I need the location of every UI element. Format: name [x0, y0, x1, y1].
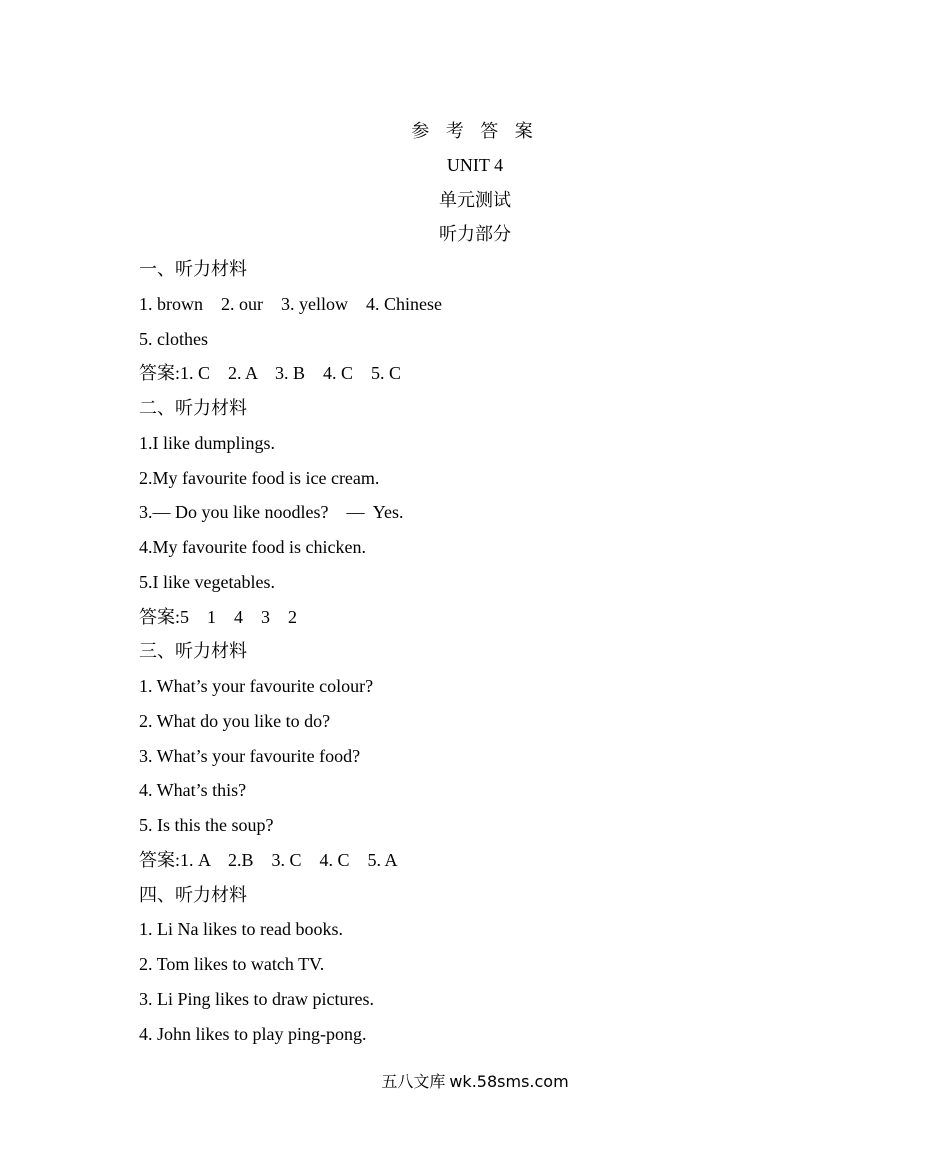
answer-key-title: 参 考 答 案 [411, 121, 539, 141]
section-3-question-3: 3. What’s your favourite food? [139, 745, 361, 766]
section-heading: 单元测试 [439, 190, 511, 210]
section-4-sentence-3: 3. Li Ping likes to draw pictures. [139, 988, 374, 1009]
section-3-question-1: 1. What’s your favourite colour? [139, 676, 374, 696]
section-3-question-4: 4. What’s this? [139, 780, 247, 801]
section-4-sentence-2: 2. Tom likes to watch TV. [139, 954, 325, 974]
section-2-sentence-2: 2.My favourite food is ice cream. [139, 467, 380, 488]
section-1-words-line-2: 5. clothes [139, 328, 208, 349]
section-2-sentence-1: 1.I like dumplings. [139, 432, 275, 453]
section-1-label: 一、听力材料 [139, 259, 247, 279]
section-2-sentence-3: 3.— Do you like noodles? — Yes. [139, 502, 404, 523]
section-4-sentence-1: 1. Li Na likes to read books. [139, 919, 343, 940]
part-heading: 听力部分 [439, 224, 511, 244]
section-2-sentence-4: 4.My favourite food is chicken. [139, 537, 366, 557]
section-1-answers: 答案:1. C 2. A 3. B 4. C 5. C [139, 363, 402, 384]
answer-lines [139, 258, 839, 1057]
section-2-sentence-5: 5.I like vegetables. [139, 571, 275, 592]
unit-heading: UNIT 4 [446, 155, 504, 175]
section-1-words-line-1: 1. brown 2. our 3. yellow 4. Chinese [139, 293, 442, 314]
section-4-sentence-4: 4. John likes to play ping-pong. [139, 1023, 367, 1044]
footer-site-url: wk.58sms.com [449, 1072, 569, 1091]
section-3-label: 三、听力材料 [139, 641, 247, 662]
footer-site-name: 五八文库 [381, 1072, 446, 1091]
section-2-answers: 答案:5 1 4 3 2 [139, 606, 298, 627]
section-3-question-5: 5. Is this the soup? [139, 815, 274, 835]
section-4-label: 四、听力材料 [139, 884, 247, 905]
section-2-label: 二、听力材料 [139, 398, 247, 418]
section-3-answers: 答案:1. A 2.B 3. C 4. C 5. A [139, 849, 398, 870]
section-3-question-2: 2. What do you like to do? [139, 710, 331, 731]
page-footer [0, 1072, 950, 1093]
